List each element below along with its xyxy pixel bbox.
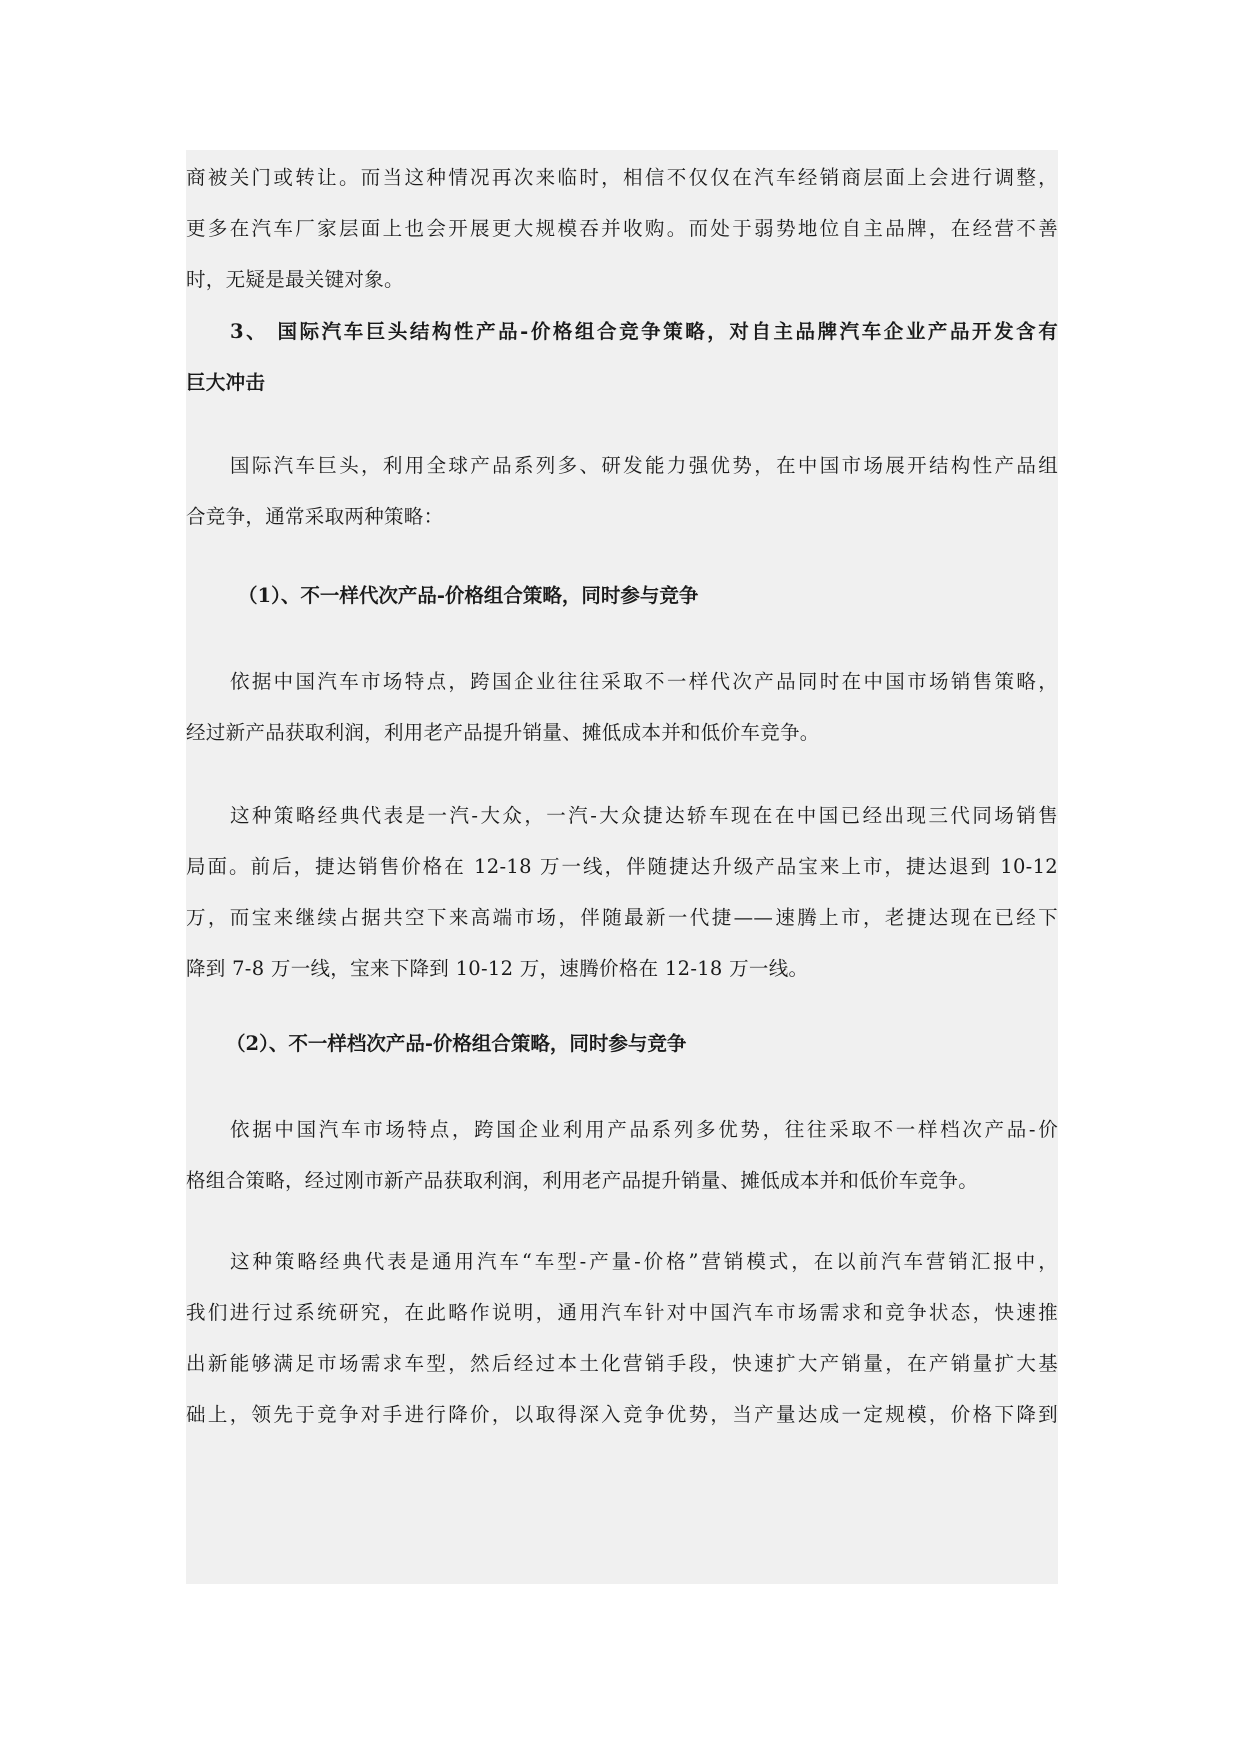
text-line: 格组合策略，经过刚市新产品获取利润，利用老产品提升销量、摊低成本并和低价车竞争。 [186,1169,979,1192]
subheading-strategy-2: （2）、不一样档次产品-价格组合策略，同时参与竞争 [226,1032,687,1055]
paragraph-gm-example [186,1236,1058,1440]
text-line: 万，而宝来继续占据共空下来高端市场，伴随最新一代捷——速腾上市，老捷达现在已经下 [186,906,1058,929]
text-line: 经过新产品获取利润，利用老产品提升销量、摊低成本并和低价车竞争。 [186,721,820,744]
text-line: 更多在汽车厂家层面上也会开展更大规模吞并收购。而处于弱势地位自主品牌，在经营不善 [186,217,1058,240]
paragraph-consolidation [186,152,1058,305]
text-line: 合竞争，通常采取两种策略： [186,505,444,528]
heading-line: 巨大冲击 [186,371,266,394]
paragraph-tier-strategy [186,1104,1058,1206]
text-line: 降到 7-8 万一线，宝来下降到 10-12 万，速腾价格在 12-18 万一线。 [186,957,809,980]
section-heading-3 [186,306,1058,408]
text-line: 这种策略经典代表是通用汽车“车型-产量-价格”营销模式，在以前汽车营销汇报中， [230,1250,1058,1273]
paragraph-jetta-example [186,790,1058,994]
text-line: 时，无疑是最关键对象。 [186,268,404,291]
paragraph-generation-strategy [186,656,1058,758]
text-line: 这种策略经典代表是一汽-大众，一汽-大众捷达轿车现在在中国已经出现三代同场销售 [230,804,1058,827]
text-line: 依据中国汽车市场特点，跨国企业利用产品系列多优势，往往采取不一样档次产品-价 [230,1118,1058,1141]
text-line: 础上，领先于竞争对手进行降价，以取得深入竞争优势，当产量达成一定规模，价格下降到 [186,1403,1058,1426]
paragraph-intro-strategies [186,440,1058,542]
text-line: 出新能够满足市场需求车型，然后经过本土化营销手段，快速扩大产销量，在产销量扩大基 [186,1352,1058,1375]
subheading-strategy-1: （1）、不一样代次产品-价格组合策略，同时参与竞争 [238,584,699,607]
text-line: 我们进行过系统研究，在此略作说明，通用汽车针对中国汽车市场需求和竞争状态，快速推 [186,1301,1058,1324]
text-line: 国际汽车巨头，利用全球产品系列多、研发能力强优势，在中国市场展开结构性产品组 [230,454,1058,477]
text-line: 依据中国汽车市场特点，跨国企业往往采取不一样代次产品同时在中国市场销售策略， [230,670,1058,693]
heading-line: 3、 国际汽车巨头结构性产品-价格组合竞争策略，对自主品牌汽车企业产品开发含有 [230,320,1058,343]
document-page-body [186,150,1058,1584]
text-line: 局面。前后，捷达销售价格在 12-18 万一线，伴随捷达升级产品宝来上市，捷达退到 10-12 [186,855,1058,878]
text-line: 商被关门或转让。而当这种情况再次来临时，相信不仅仅在汽车经销商层面上会进行调整， [186,166,1058,189]
